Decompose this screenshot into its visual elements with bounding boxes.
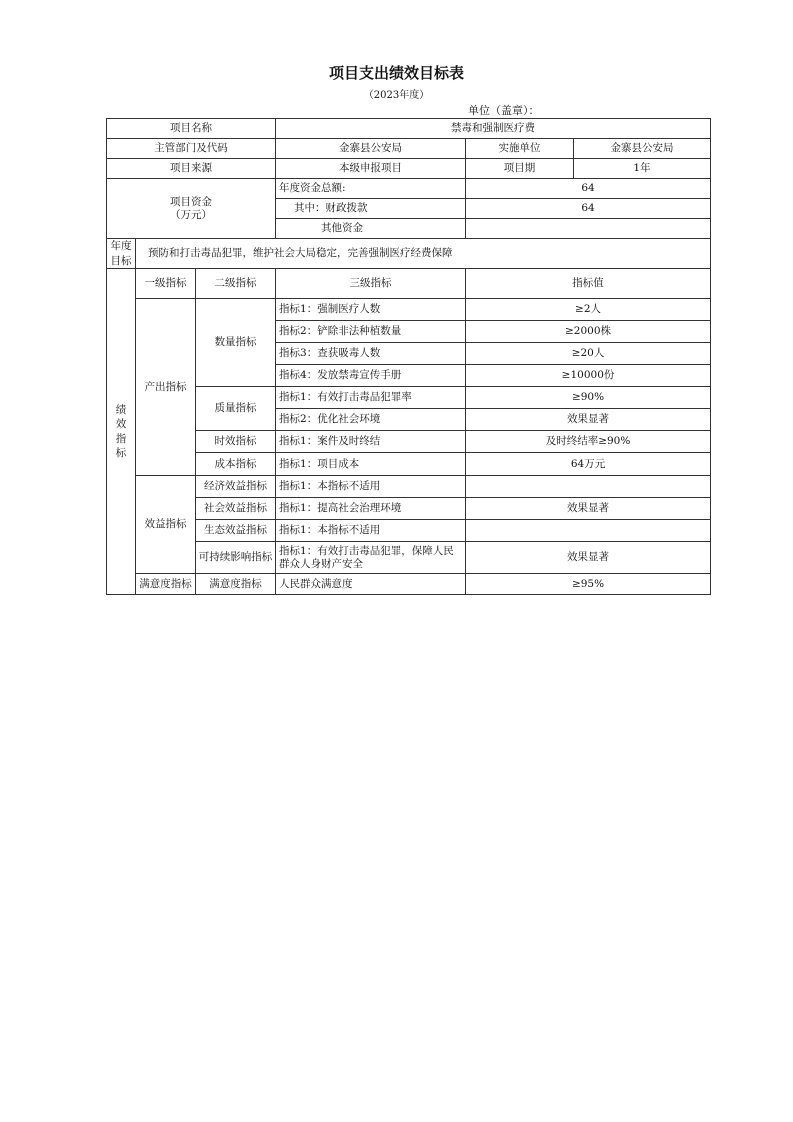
indicator-name: 人民群众满意度 <box>276 574 466 595</box>
header-level2: 二级指标 <box>196 269 276 299</box>
indicator-value: 效果显著 <box>466 409 711 431</box>
indicator-header-row <box>107 269 711 299</box>
header-level1: 一级指标 <box>136 269 196 299</box>
indicator-value: ≥90% <box>466 387 711 409</box>
economic-benefit-label: 经济效益指标 <box>196 476 276 498</box>
dept-row <box>107 139 711 159</box>
project-name-value: 禁毒和强制医疗费 <box>276 119 711 139</box>
indicator-row <box>107 574 711 595</box>
indicator-value: ≥2000株 <box>466 321 711 343</box>
annual-goal-text: 预防和打击毒品犯罪，维护社会大局稳定，完善强制医疗经费保障 <box>136 239 711 269</box>
indicator-name: 指标2：铲除非法种植数量 <box>276 321 466 343</box>
indicator-value: 64万元 <box>466 453 711 476</box>
indicator-row <box>107 431 711 453</box>
quality-indicator-label: 质量指标 <box>196 387 276 431</box>
output-indicator-label: 产出指标 <box>136 299 196 476</box>
performance-target-table <box>106 118 711 595</box>
satisfaction-level1-label: 满意度指标 <box>136 574 196 595</box>
funds-label-line2: （万元） <box>170 208 212 221</box>
indicator-value: ≥10000份 <box>466 365 711 387</box>
indicator-row <box>107 520 711 542</box>
indicator-value <box>466 476 711 498</box>
dept-label: 主管部门及代码 <box>107 139 276 159</box>
social-benefit-label: 社会效益指标 <box>196 498 276 520</box>
source-value: 本级申报项目 <box>276 159 466 179</box>
indicator-row <box>107 498 711 520</box>
indicator-row <box>107 476 711 498</box>
sustainable-impact-label: 可持续影响指标 <box>196 542 276 574</box>
indicator-name: 指标1：强制医疗人数 <box>276 299 466 321</box>
satisfaction-level2-label: 满意度指标 <box>196 574 276 595</box>
funds-other-label: 其他资金 <box>276 219 466 239</box>
source-label: 项目来源 <box>107 159 276 179</box>
header-level3: 三级指标 <box>276 269 466 299</box>
perf-side-char: 绩 <box>115 404 127 417</box>
benefit-indicator-label: 效益指标 <box>136 476 196 574</box>
indicator-name: 指标1：有效打击毒品犯罪率 <box>276 387 466 409</box>
indicator-value <box>466 520 711 542</box>
dept-value: 金寨县公安局 <box>276 139 466 159</box>
unit-stamp-label: 单位（盖章）： <box>468 104 540 117</box>
annual-goal-label-line2: 目标 <box>110 254 132 267</box>
indicator-value: 效果显著 <box>466 498 711 520</box>
funds-total-value: 64 <box>466 179 711 199</box>
period-value: 1年 <box>574 159 711 179</box>
indicator-value: 及时终结率≥90% <box>466 431 711 453</box>
year-subtitle: （2023年度） <box>363 90 430 101</box>
impl-unit-label: 实施单位 <box>466 139 574 159</box>
indicator-value: ≥2人 <box>466 299 711 321</box>
indicator-row <box>107 542 711 574</box>
indicator-name: 指标4：发放禁毒宣传手册 <box>276 365 466 387</box>
funds-total-row <box>107 179 711 199</box>
indicator-name: 指标3：查获吸毒人数 <box>276 343 466 365</box>
perf-side-char: 指 <box>115 432 127 445</box>
annual-goal-row <box>107 239 711 269</box>
period-label: 项目期 <box>466 159 574 179</box>
funds-fiscal-value: 64 <box>466 199 711 219</box>
indicator-name: 指标1：本指标不适用 <box>276 520 466 542</box>
funds-total-label: 年度资金总额: <box>276 179 466 199</box>
cost-indicator-label: 成本指标 <box>196 453 276 476</box>
indicator-row <box>107 387 711 409</box>
ecological-benefit-label: 生态效益指标 <box>196 520 276 542</box>
page-title: 项目支出绩效目标表 <box>328 64 464 82</box>
indicator-name: 指标1：案件及时终结 <box>276 431 466 453</box>
indicator-name: 指标1：提高社会治理环境 <box>276 498 466 520</box>
annual-goal-label-line1: 年度 <box>110 240 132 253</box>
indicator-name: 指标2：优化社会环境 <box>276 409 466 431</box>
indicator-value: 效果显著 <box>466 542 711 574</box>
funds-label <box>107 179 276 239</box>
perf-side-label <box>107 269 136 595</box>
indicator-name: 指标1：项目成本 <box>276 453 466 476</box>
quantity-indicator-label: 数量指标 <box>196 299 276 387</box>
funds-fiscal-label: 其中：财政拨款 <box>276 199 466 219</box>
impl-unit-value: 金寨县公安局 <box>574 139 711 159</box>
project-name-label: 项目名称 <box>107 119 276 139</box>
indicator-row <box>107 453 711 476</box>
perf-side-char: 标 <box>115 446 127 459</box>
funds-label-line1: 项目资金 <box>170 195 212 208</box>
indicator-row <box>107 299 711 321</box>
indicator-name: 指标1：有效打击毒品犯罪，保障人民群众人身财产安全 <box>276 542 466 574</box>
indicator-name: 指标1：本指标不适用 <box>276 476 466 498</box>
annual-goal-label <box>107 239 136 269</box>
indicator-value: ≥20人 <box>466 343 711 365</box>
perf-side-char: 效 <box>115 418 127 431</box>
project-name-row <box>107 119 711 139</box>
header-value: 指标值 <box>466 269 711 299</box>
source-row <box>107 159 711 179</box>
timeliness-indicator-label: 时效指标 <box>196 431 276 453</box>
funds-other-value <box>466 219 711 239</box>
indicator-value: ≥95% <box>466 574 711 595</box>
